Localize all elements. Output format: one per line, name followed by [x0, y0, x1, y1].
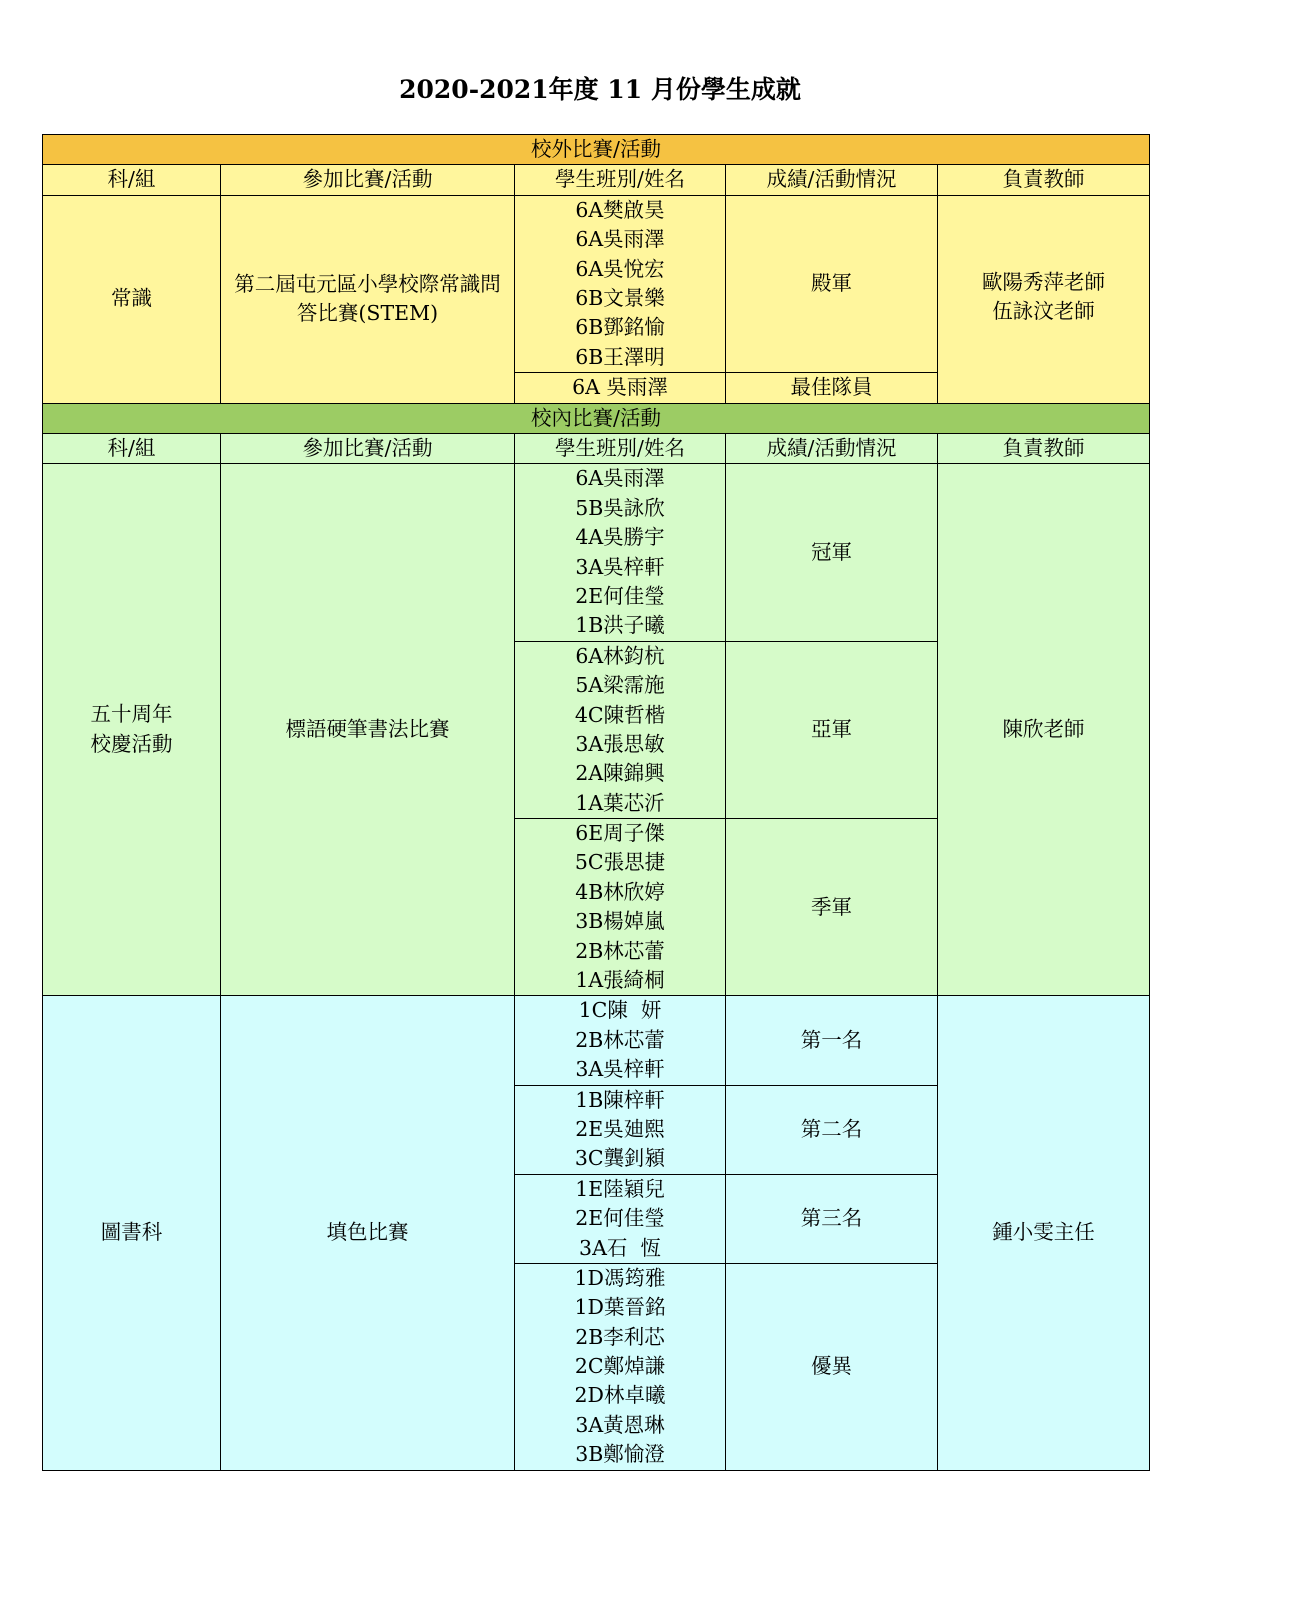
students-cell: [515, 373, 726, 403]
column-header-result: 成績/活動情況: [726, 165, 938, 195]
external-section-heading: 校外比賽/活動: [43, 135, 1150, 165]
students-cell: [515, 1085, 726, 1174]
teacher-cell: [938, 195, 1150, 403]
student-name: 3C龔釗潁: [574, 1146, 666, 1171]
result-cell: 季軍: [726, 819, 938, 996]
result-cell: 亞軍: [726, 641, 938, 818]
subject-line: 五十周年: [90, 702, 173, 727]
student-name: 1D葉晉銘: [574, 1295, 666, 1320]
column-header-teacher: 負責教師: [938, 433, 1150, 463]
result-cell: 第一名: [726, 996, 938, 1085]
student-name: 5C張思捷: [574, 850, 666, 875]
student-name: 6A 吳雨澤: [572, 375, 668, 400]
teacher-cell: 陳欣老師: [938, 464, 1150, 996]
student-name: 1B洪子曦: [575, 613, 665, 638]
student-name: 2A陳錦興: [575, 761, 665, 786]
subject-line: 校慶活動: [90, 731, 173, 756]
column-header-teacher: 負責教師: [938, 165, 1150, 195]
subject-cell: [43, 464, 221, 996]
column-header-subject: 科/組: [43, 165, 221, 195]
result-cell: 冠軍: [726, 464, 938, 641]
column-header-activity: 參加比賽/活動: [221, 433, 515, 463]
library-section: [43, 996, 1150, 1470]
activity-cell: 第二屆屯元區小學校際常識問答比賽(STEM): [221, 195, 515, 403]
students-cell: [515, 641, 726, 818]
teacher-cell: 鍾小雯主任: [938, 996, 1150, 1470]
subject-cell: 圖書科: [43, 996, 221, 1470]
student-name: 6A吳悅宏: [575, 256, 665, 281]
student-name: 1A張綺桐: [575, 968, 665, 993]
subject-cell: 常識: [43, 195, 221, 403]
result-cell: 最佳隊員: [726, 373, 938, 403]
student-name: 6A吳雨澤: [575, 466, 665, 491]
internal-section-heading: 校內比賽/活動: [43, 403, 1150, 433]
student-name: 2D林卓曦: [574, 1383, 666, 1408]
result-cell: 殿軍: [726, 195, 938, 372]
column-header-students: 學生班別/姓名: [515, 165, 726, 195]
student-name: 1C陳 妍: [578, 998, 662, 1023]
student-name: 2B林芯蕾: [575, 1027, 665, 1052]
result-cell: 第二名: [726, 1085, 938, 1174]
student-name: 4A吳勝宇: [575, 525, 665, 550]
activity-cell: 填色比賽: [221, 996, 515, 1470]
student-name: 4C陳哲楷: [574, 702, 666, 727]
student-name: 6B文景樂: [575, 285, 665, 310]
students-cell: [515, 464, 726, 641]
achievements-table: [42, 134, 1150, 1471]
student-name: 6A吳雨澤: [575, 227, 665, 252]
result-cell: 優異: [726, 1263, 938, 1470]
result-cell: 第三名: [726, 1174, 938, 1263]
student-name: 5A梁霈施: [575, 673, 665, 698]
student-name: 3A石 恆: [579, 1235, 661, 1260]
activity-cell: 標語硬筆書法比賽: [221, 464, 515, 996]
column-header-activity: 參加比賽/活動: [221, 165, 515, 195]
student-name: 3A黃恩琳: [575, 1412, 665, 1437]
column-header-subject: 科/組: [43, 433, 221, 463]
students-cell: [515, 195, 726, 372]
teacher-name: 伍詠汶老師: [992, 299, 1095, 324]
student-name: 1D馮筠雅: [574, 1265, 666, 1290]
student-name: 6A林鈞杭: [575, 643, 665, 668]
student-name: 3B楊婥嵐: [575, 909, 665, 934]
student-name: 1E陸穎兒: [575, 1176, 665, 1201]
students-cell: [515, 1174, 726, 1263]
student-name: 2B李利芯: [575, 1324, 665, 1349]
student-name: 6B王澤明: [575, 344, 665, 369]
student-name: 3A張思敏: [575, 731, 665, 756]
students-cell: [515, 996, 726, 1085]
external-section: [43, 135, 1150, 404]
student-name: 1B陳梓軒: [575, 1087, 665, 1112]
student-name: 4B林欣婷: [575, 879, 665, 904]
student-name: 2E吳廸熙: [575, 1116, 665, 1141]
student-name: 2E何佳瑩: [575, 1206, 665, 1231]
column-header-students: 學生班別/姓名: [515, 433, 726, 463]
student-name: 6A樊啟昊: [575, 197, 665, 222]
student-name: 5B吳詠欣: [575, 495, 665, 520]
students-cell: [515, 1263, 726, 1470]
student-name: 2B林芯蕾: [575, 938, 665, 963]
column-header-result: 成績/活動情況: [726, 433, 938, 463]
student-name: 1A葉芯沂: [575, 790, 665, 815]
student-name: 2E何佳瑩: [575, 583, 665, 608]
students-cell: [515, 819, 726, 996]
student-name: 3A吳梓軒: [575, 554, 665, 579]
student-name: 3A吳梓軒: [575, 1057, 665, 1082]
page-title: 2020-2021年度 11 月份學生成就: [399, 75, 801, 104]
student-name: 6B鄧銘愉: [575, 315, 665, 340]
student-name: 2C鄭焯謙: [574, 1354, 666, 1379]
student-name: 3B鄭愉澄: [575, 1442, 665, 1467]
student-name: 6E周子傑: [575, 821, 665, 846]
internal-section: [43, 403, 1150, 996]
teacher-name: 歐陽秀萍老師: [982, 269, 1105, 294]
